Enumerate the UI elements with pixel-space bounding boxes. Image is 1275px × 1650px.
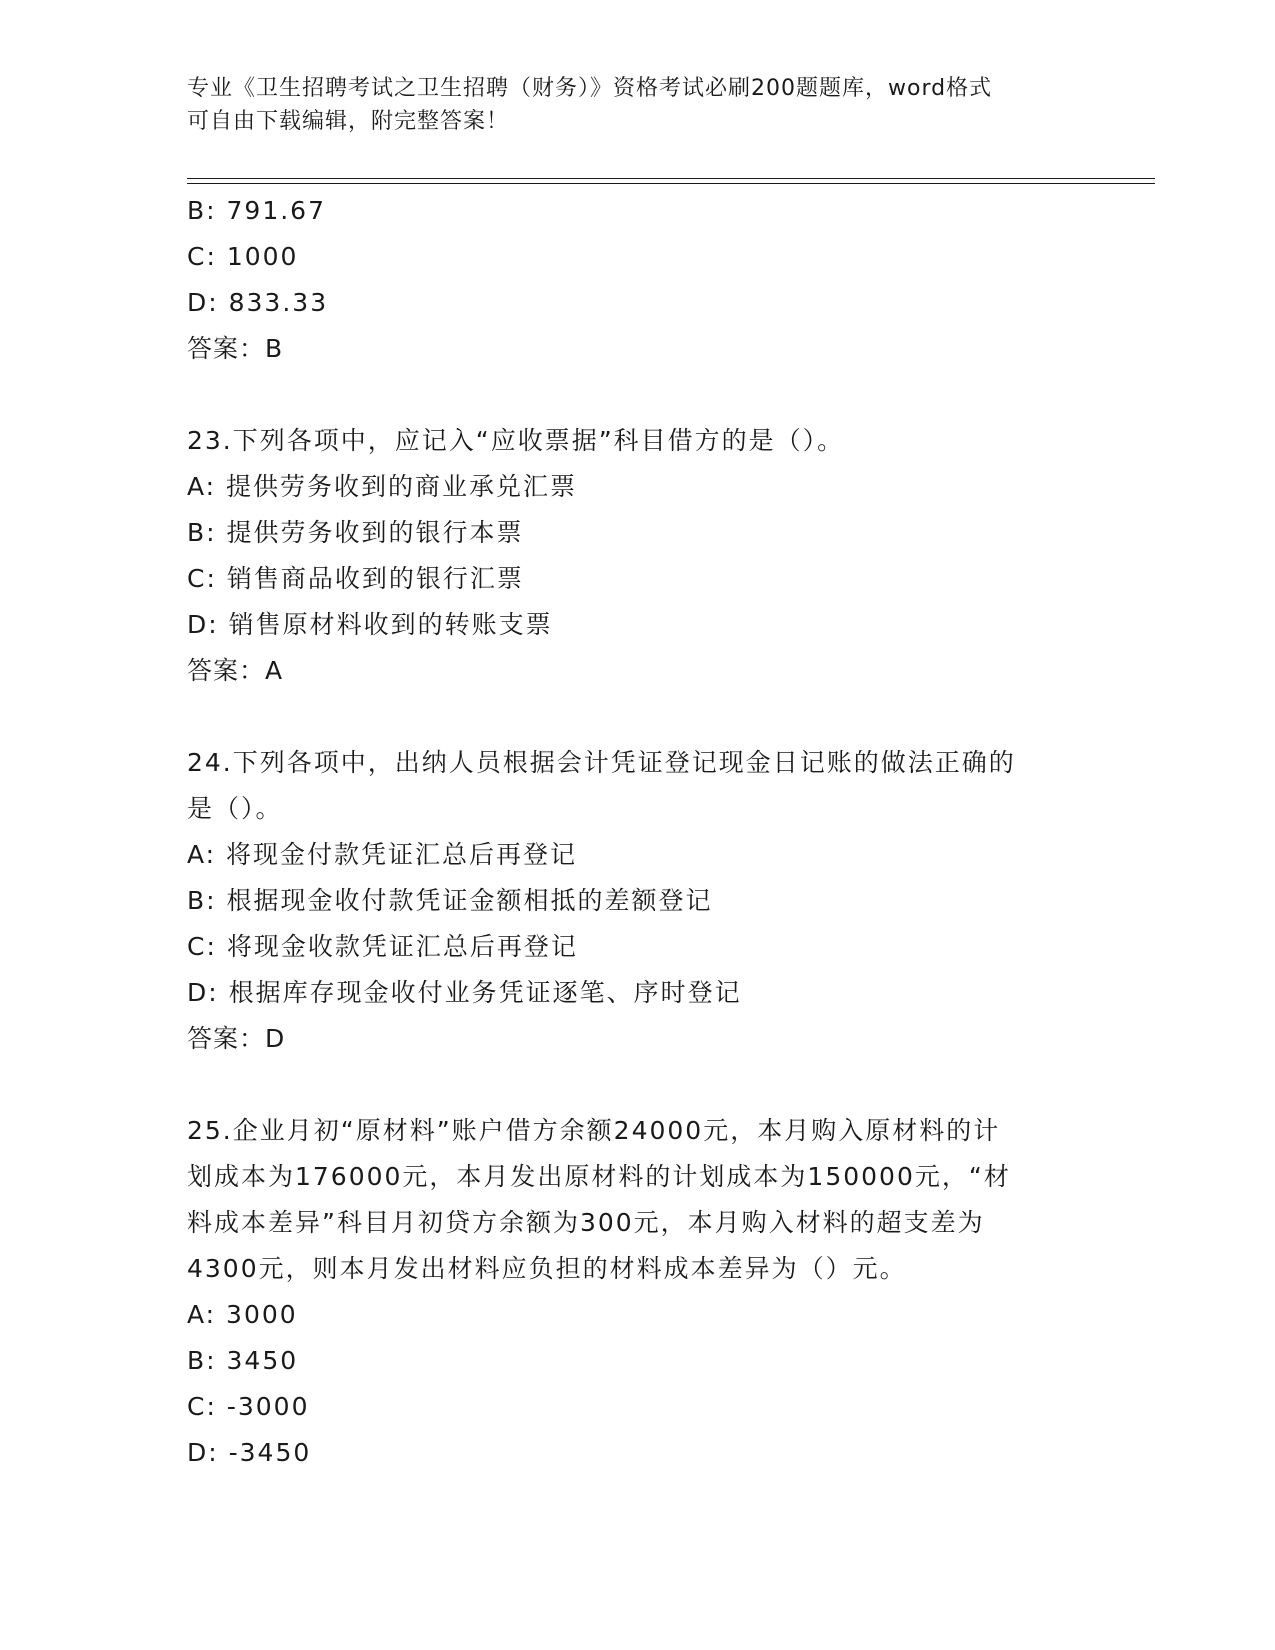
answer: 答案：D: [187, 1024, 286, 1053]
question-24: [187, 740, 1087, 1062]
spacer: [187, 694, 1087, 740]
question-content: [187, 188, 1087, 1476]
question-23: [187, 418, 1087, 694]
option-b: B: 提供劳务收到的银行本票: [187, 518, 524, 547]
question-stem-line-1: 25.企业月初“原材料”账户借方余额24000元，本月购入原材料的计: [187, 1116, 1001, 1145]
document-header: [187, 72, 1087, 138]
option-d: D: -3450: [187, 1438, 312, 1467]
option-c: C: -3000: [187, 1392, 310, 1421]
question-stem-line-2: 划成本为176000元，本月发出原材料的计划成本为150000元，“材: [187, 1162, 1011, 1191]
option-d: D: 833.33: [187, 288, 329, 317]
question-stem-line-3: 料成本差异”科目月初贷方余额为300元，本月购入材料的超支差为: [187, 1208, 985, 1237]
option-a: A: 3000: [187, 1300, 298, 1329]
answer: 答案：A: [187, 656, 284, 685]
question-stem: 23.下列各项中，应记入“应收票据”科目借方的是（）。: [187, 426, 845, 455]
header-divider-top: [187, 178, 1155, 179]
option-d: D: 销售原材料收到的转账支票: [187, 610, 553, 639]
option-a: A: 提供劳务收到的商业承兑汇票: [187, 472, 578, 501]
option-a: A: 将现金付款凭证汇总后再登记: [187, 840, 578, 869]
question-stem-line-1: 24.下列各项中，出纳人员根据会计凭证登记现金日记账的做法正确的: [187, 748, 1016, 777]
spacer: [187, 1062, 1087, 1108]
answer: 答案：B: [187, 334, 284, 363]
question-25: [187, 1108, 1087, 1476]
header-line-2: 可自由下载编辑，附完整答案！: [187, 109, 510, 134]
option-c: C: 1000: [187, 242, 299, 271]
option-d: D: 根据库存现金收付业务凭证逐笔、序时登记: [187, 978, 742, 1007]
option-b: B: 根据现金收付款凭证金额相抵的差额登记: [187, 886, 713, 915]
header-line-1: 专业《卫生招聘考试之卫生招聘（财务）》资格考试必刷200题题库，word格式: [187, 76, 993, 101]
header-divider-bottom: [187, 183, 1155, 184]
option-b: B: 3450: [187, 1346, 299, 1375]
question-22-tail: [187, 188, 1087, 372]
question-stem-line-4: 4300元，则本月发出材料应负担的材料成本差异为（）元。: [187, 1254, 907, 1283]
spacer: [187, 372, 1087, 418]
option-c: C: 将现金收款凭证汇总后再登记: [187, 932, 578, 961]
option-c: C: 销售商品收到的银行汇票: [187, 564, 524, 593]
question-stem-line-2: 是（）。: [187, 794, 283, 823]
option-b: B: 791.67: [187, 196, 326, 225]
